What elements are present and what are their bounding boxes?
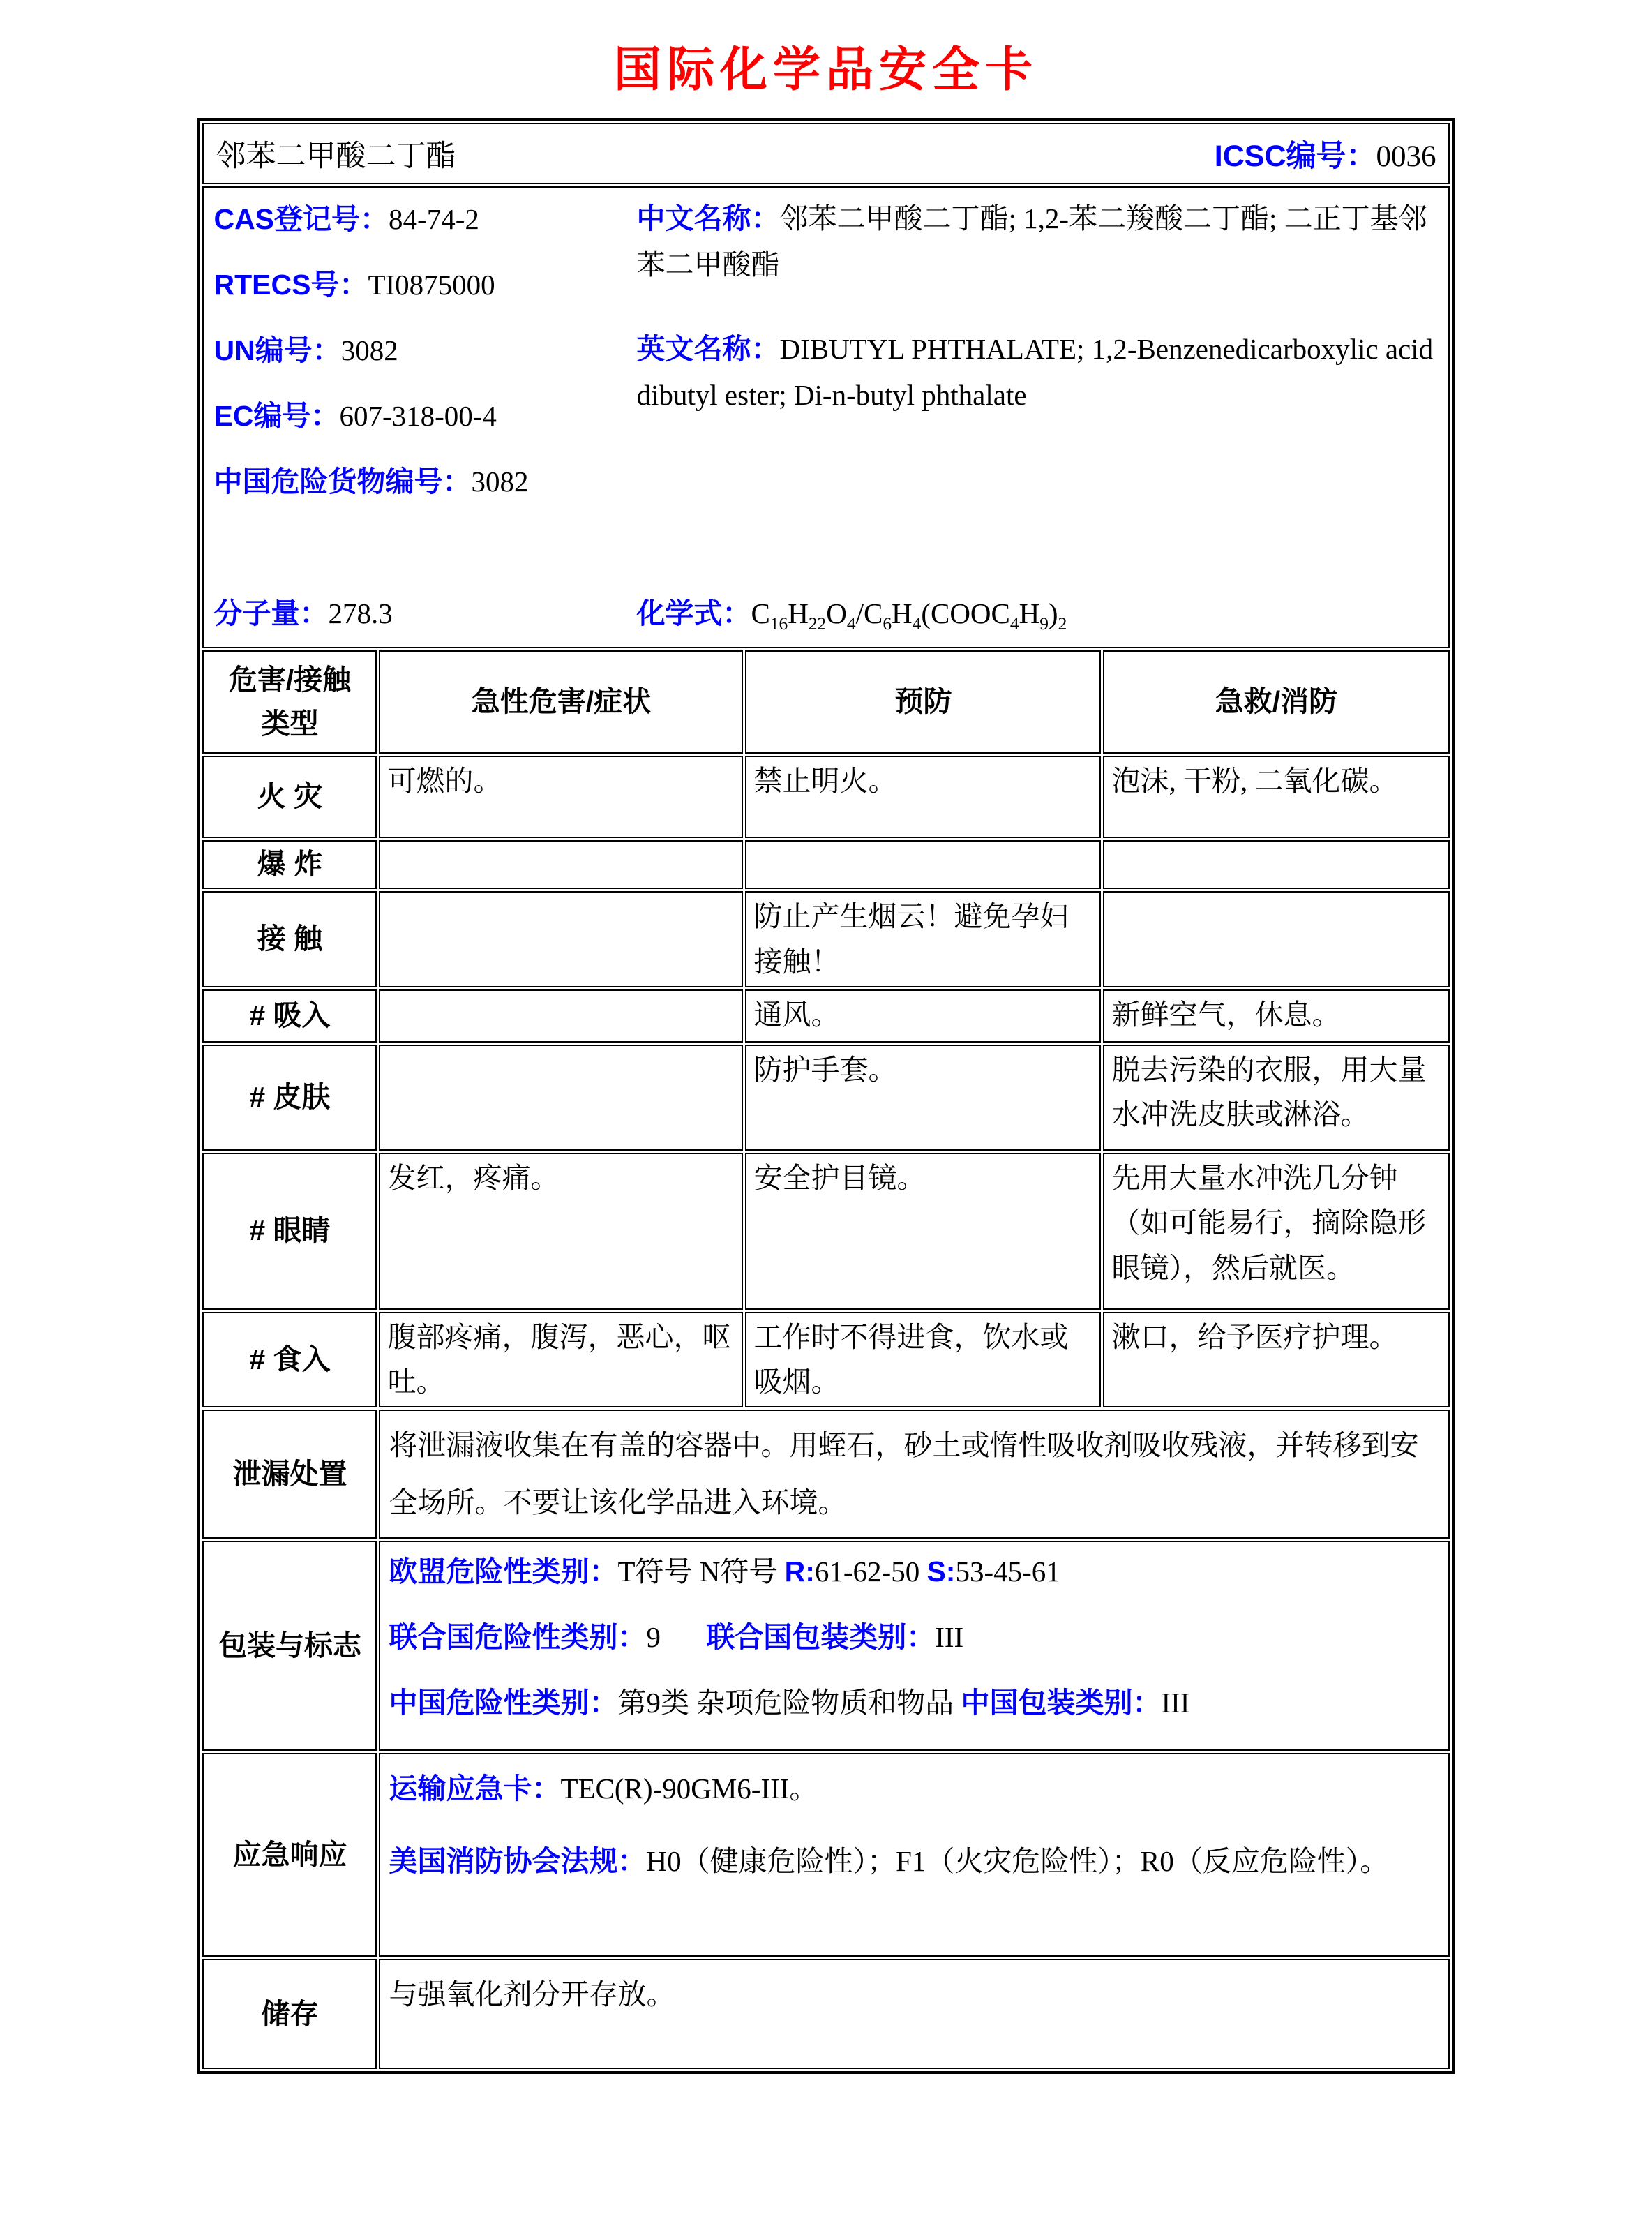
nfpa-code-label: 美国消防协会法规：: [389, 1845, 647, 1878]
china-dg-number-value: 3082: [471, 465, 529, 498]
substance-header-cell: [202, 123, 1449, 184]
cn-classification-line: [389, 1679, 1439, 1728]
un-number-line: [213, 327, 629, 368]
identification-cell: [202, 186, 1449, 648]
un-hazard-class-label: 联合国危险性类别：: [389, 1620, 647, 1653]
cas-number-line: [213, 196, 629, 237]
rtecs-number-value: TI0875000: [368, 269, 495, 301]
rtecs-number-label: RTECS号：: [213, 269, 368, 301]
skin-prevention-cell: 防护手套。: [745, 1045, 1101, 1151]
hazard-row-explosion: [202, 840, 1449, 889]
inhalation-type-cell: # 吸入: [202, 989, 377, 1043]
china-dg-number-label: 中国危险货物编号：: [213, 465, 472, 498]
storage-text: 与强氧化剂分开存放。: [389, 1978, 675, 2011]
exposure-firstaid-cell: [1103, 891, 1449, 987]
emergency-label-cell: 应急响应: [202, 1753, 377, 1957]
ec-number-line: [213, 393, 629, 434]
transport-emergency-card-line: [389, 1760, 1439, 1817]
eu-classification-line: [389, 1548, 1439, 1597]
exposure-symptoms-cell: [379, 891, 743, 987]
cn-packing-group-value: III: [1161, 1686, 1190, 1719]
names-block: [636, 196, 1438, 524]
packaging-label-cell: 包装与标志: [202, 1541, 377, 1751]
eyes-firstaid-cell: 先用大量水冲洗几分钟（如可能易行，摘除隐形眼镜），然后就医。: [1103, 1153, 1449, 1310]
chemical-formula-value: $C_{16}H_{22}O_4/C_6H_4(COOC_4H_9)_2$: [751, 597, 1067, 634]
rtecs-number-line: [213, 262, 629, 303]
chinese-name-paragraph: [636, 196, 1438, 287]
ingestion-symptoms-cell: 腹部疼痛，腹泻，恶心，呕吐。: [379, 1312, 743, 1408]
spill-content-cell: [379, 1410, 1449, 1539]
china-dg-number-line: [213, 458, 629, 500]
spill-row: [202, 1410, 1449, 1539]
emergency-row: [202, 1753, 1449, 1957]
icsc-number-group: [1215, 133, 1436, 175]
skin-symptoms-cell: [379, 1045, 743, 1151]
substance-header-row: [202, 123, 1449, 184]
un-classification-line: [389, 1613, 1439, 1662]
page-title: 国际化学品安全卡: [613, 42, 1038, 98]
exposure-type-cell: 接 触: [202, 891, 377, 987]
explosion-prevention-cell: [745, 840, 1101, 889]
ingestion-prevention-cell: 工作时不得进食，饮水或吸烟。: [745, 1312, 1101, 1408]
cas-number-value: 84-74-2: [389, 203, 479, 235]
nfpa-code-value: H0（健康危险性）；F1（火灾危险性）；R0（反应危险性）。: [646, 1845, 1389, 1878]
fire-type-cell: 火 灾: [202, 756, 377, 838]
un-number-value: 3082: [340, 334, 398, 366]
hazard-row-eyes: [202, 1153, 1449, 1310]
un-hazard-class-value: 9: [646, 1620, 661, 1653]
icsc-number-label: ICSC编号：: [1214, 139, 1376, 173]
substance-header: [204, 133, 1447, 175]
eyes-symptoms-cell: 发红，疼痛。: [379, 1153, 743, 1310]
explosion-firstaid-cell: [1103, 840, 1449, 889]
explosion-type-cell: 爆 炸: [202, 840, 377, 889]
inhalation-prevention-cell: 通风。: [745, 989, 1101, 1043]
storage-label-cell: 储存: [202, 1959, 377, 2069]
transport-emergency-card-value: TEC(R)-90GM6-III。: [560, 1772, 818, 1805]
eu-classification-label: 欧盟危险性类别：: [389, 1555, 618, 1588]
ec-number-label: EC编号：: [213, 400, 340, 432]
un-packing-group-value: III: [935, 1620, 964, 1653]
skin-firstaid-cell: 脱去污染的衣服，用大量水冲洗皮肤或淋浴。: [1103, 1045, 1449, 1151]
storage-content-cell: [379, 1959, 1449, 2069]
storage-row: [202, 1959, 1449, 2069]
molecular-weight-group: [213, 590, 629, 634]
hazard-row-exposure: [202, 891, 1449, 987]
exposure-prevention-cell: 防止产生烟云！避免孕妇接触！: [745, 891, 1101, 987]
un-packing-group-label: 联合国包装类别：: [706, 1620, 936, 1653]
chemical-formula-group: [636, 590, 1438, 634]
cn-hazard-class-label: 中国危险性类别：: [389, 1686, 618, 1719]
english-name-paragraph: [636, 327, 1438, 418]
molecular-row: [213, 590, 1438, 634]
packaging-row: [202, 1541, 1449, 1751]
cas-number-label: CAS登记号：: [213, 203, 389, 235]
molecular-weight-label: 分子量：: [213, 597, 329, 629]
eyes-type-cell: # 眼睛: [202, 1153, 377, 1310]
spill-label-cell: 泄漏处置: [202, 1410, 377, 1539]
registry-ids-block: [213, 196, 629, 524]
skin-type-cell: # 皮肤: [202, 1045, 377, 1151]
ingestion-type-cell: # 食入: [202, 1312, 377, 1408]
nfpa-code-line: [389, 1832, 1439, 1890]
fire-firstaid-cell: 泡沫, 干粉, 二氧化碳。: [1103, 756, 1449, 838]
r-phrases-value: 61-62-50: [814, 1555, 927, 1588]
transport-emergency-card-label: 运输应急卡：: [389, 1772, 561, 1805]
s-phrases-value: 53-45-61: [955, 1555, 1060, 1588]
spill-text: 将泄漏液收集在有盖的容器中。用蛭石，砂土或惰性吸收剂吸收残液，并转移到安全场所。不要让该化学品进入环境。: [389, 1429, 1419, 1519]
chinese-name-value: 邻苯二甲酸二丁酯; 1,2-苯二羧酸二丁酯; 二正丁基邻苯二甲酸酯: [636, 202, 1427, 281]
r-phrases-label: R:: [784, 1555, 815, 1588]
chinese-name-label: 中文名称：: [636, 202, 780, 234]
header-firstaid: 急救/消防: [1103, 650, 1449, 754]
eyes-prevention-cell: 安全护目镜。: [745, 1153, 1101, 1310]
molecular-weight-value: 278.3: [328, 597, 393, 629]
cn-hazard-class-value: 第9类 杂项危险物质和物品: [617, 1686, 961, 1719]
packaging-content-cell: [379, 1541, 1449, 1751]
header-hazard-type-line1: 危害/接触: [228, 663, 352, 696]
hazard-row-skin: [202, 1045, 1449, 1151]
hazard-row-ingestion: [202, 1312, 1449, 1408]
identification-grid: [213, 196, 1438, 524]
substance-name: 邻苯二甲酸二丁酯: [216, 140, 456, 173]
header-symptoms: 急性危害/症状: [379, 650, 743, 754]
header-hazard-type-line2: 类型: [261, 708, 319, 740]
eu-classification-value: T符号 N符号: [617, 1555, 785, 1588]
header-hazard-type: [202, 650, 377, 754]
english-name-value: DIBUTYL PHTHALATE; 1,2-Benzenedicarboxylic acid dibutyl ester; Di-n-butyl phthalate: [636, 333, 1434, 411]
ingestion-firstaid-cell: 漱口，给予医疗护理。: [1103, 1312, 1449, 1408]
hazard-table-header-row: [202, 650, 1449, 754]
header-prevention: 预防: [745, 650, 1101, 754]
inhalation-firstaid-cell: 新鲜空气，休息。: [1103, 989, 1449, 1043]
fire-prevention-cell: 禁止明火。: [745, 756, 1101, 838]
hazard-row-fire: [202, 756, 1449, 838]
cn-packing-group-label: 中国包装类别：: [961, 1686, 1162, 1719]
s-phrases-label: S:: [926, 1555, 956, 1588]
un-number-label: UN编号：: [213, 334, 341, 366]
icsc-number-value: 0036: [1376, 140, 1436, 173]
fire-symptoms-cell: 可燃的。: [379, 756, 743, 838]
explosion-symptoms-cell: [379, 840, 743, 889]
chemical-formula-label: 化学式：: [636, 597, 751, 629]
english-name-label: 英文名称：: [636, 333, 780, 366]
icsc-card-table: [197, 118, 1454, 2074]
inhalation-symptoms-cell: [379, 989, 743, 1043]
identification-row: [202, 186, 1449, 648]
ec-number-value: 607-318-00-4: [339, 400, 497, 432]
hazard-row-inhalation: [202, 989, 1449, 1043]
emergency-content-cell: [379, 1753, 1449, 1957]
